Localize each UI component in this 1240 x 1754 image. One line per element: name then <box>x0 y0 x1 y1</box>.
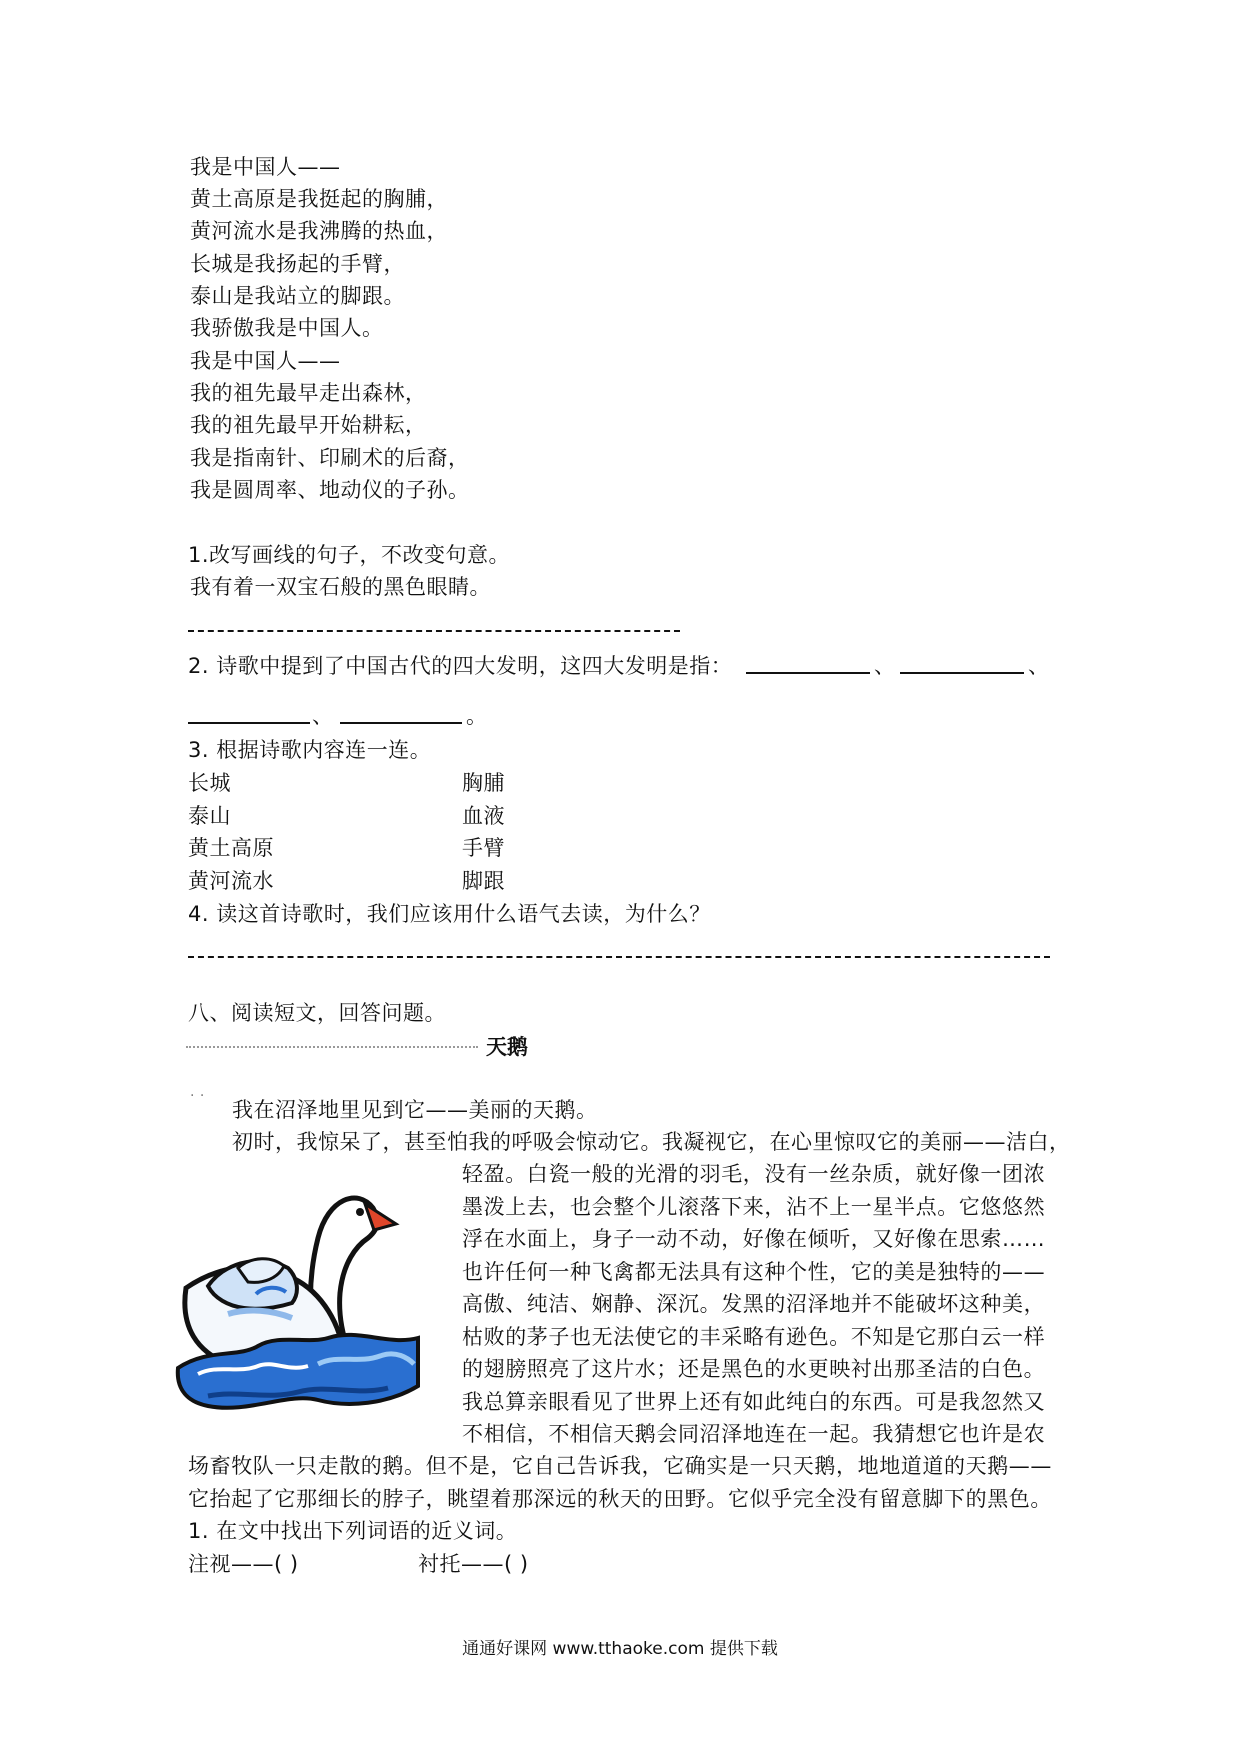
question-1-sentence: 我有着一双宝石般的黑色眼睛。 <box>190 575 491 599</box>
paragraph-line: 枯败的茅子也无法使它的丰采略有逊色。不知是它那白云一样 <box>462 1324 1046 1349</box>
answer-line[interactable] <box>188 956 1050 958</box>
match-left-item[interactable]: 黄土高原 <box>188 836 274 860</box>
period: 。 <box>466 704 488 728</box>
paragraph-line: 我总算亲眼看见了世界上还有如此纯白的东西。可是我忽然又 <box>462 1389 1046 1414</box>
paragraph-line: 场畜牧队一只走散的鹅。但不是，它自己告诉我，它确实是一只天鹅，地地道道的天鹅—— <box>188 1454 1052 1478</box>
poem-line: 长城是我扬起的手臂， <box>190 252 405 276</box>
paragraph-line: 初时，我惊呆了，甚至怕我的呼吸会惊动它。我凝视它，在心里惊叹它的美丽——洁白， <box>232 1130 1071 1154</box>
separator: 、 <box>874 654 896 678</box>
poem-line: 黄河流水是我沸腾的热血， <box>190 219 448 243</box>
paragraph-line: 它抬起了它那细长的脖子，眺望着那深远的秋天的田野。它似乎完全没有留意脚下的黑色。 <box>188 1486 1052 1511</box>
question-1-prompt: 1.改写画线的句子，不改变句意。 <box>188 543 511 567</box>
poem-line: 我是指南针、印刷术的后裔， <box>190 446 470 470</box>
poem-line: 我的祖先最早开始耕耘， <box>190 413 427 437</box>
paragraph-line: 浮在水面上，身子一动不动，好像在倾听，又好像在思索…… <box>462 1227 1046 1251</box>
match-right-item[interactable]: 血液 <box>462 804 505 828</box>
paragraph-full <box>188 1450 1068 1515</box>
poem-line: 黄土高原是我挺起的胸脯， <box>190 187 448 211</box>
section-heading: 八、阅读短文，回答问题。 <box>188 1001 446 1025</box>
synonym-item-1[interactable]: 注视——( ) <box>188 1552 299 1576</box>
swan-illustration <box>168 1168 430 1428</box>
match-right-item[interactable]: 手臂 <box>462 836 505 860</box>
title-leader-dots <box>186 1046 478 1048</box>
answer-blank[interactable] <box>340 722 462 724</box>
answer-blank[interactable] <box>746 672 870 674</box>
poem-line: 我是中国人—— <box>190 349 341 373</box>
poem-line: 泰山是我站立的脚跟。 <box>190 284 405 308</box>
match-left-item[interactable]: 长城 <box>188 771 231 795</box>
poem-line: 我是中国人—— <box>190 155 341 179</box>
poem-line: 我骄傲我是中国人。 <box>190 316 384 340</box>
footer-credit: 通通好课网 www.tthaoke.com 提供下载 <box>462 1639 778 1659</box>
article-title: 天鹅 <box>486 1035 528 1059</box>
wrapped-paragraph <box>462 1158 1062 1451</box>
paragraph-line: 轻盈。白瓷一般的光滑的羽毛，没有一丝杂质，就好像一团浓 <box>462 1162 1046 1186</box>
paragraph-line: 高傲、纯洁、娴静、深沉。发黑的沼泽地并不能破坏这种美， <box>462 1292 1046 1316</box>
paragraph-line: 不相信，不相信天鹅会同沼泽地连在一起。我猜想它也许是农 <box>462 1422 1046 1446</box>
question-2-prompt: 2. 诗歌中提到了中国古代的四大发明，这四大发明是指： <box>188 654 733 678</box>
section-question-1: 1. 在文中找出下列词语的近义词。 <box>188 1519 518 1543</box>
match-right-item[interactable]: 胸脯 <box>462 771 505 795</box>
paragraph-line: 的翅膀照亮了这片水；还是黑色的水更映衬出那圣洁的白色。 <box>462 1357 1046 1381</box>
paragraph-line: 也许任何一种飞禽都无法具有这种个性，它的美是独特的—— <box>462 1259 1046 1284</box>
separator: 、 <box>1028 654 1050 678</box>
paragraph-line: 墨泼上去，也会整个儿滚落下来，沾不上一星半点。它悠悠然 <box>462 1194 1046 1219</box>
match-left-item[interactable]: 黄河流水 <box>188 869 274 893</box>
match-right-item[interactable]: 脚跟 <box>462 869 505 893</box>
separator: 、 <box>312 704 334 728</box>
question-3-prompt: 3. 根据诗歌内容连一连。 <box>188 738 432 762</box>
answer-blank[interactable] <box>900 672 1024 674</box>
poem-line: 我是圆周率、地动仪的子孙。 <box>190 478 470 502</box>
synonym-item-2[interactable]: 衬托——( ) <box>418 1552 529 1576</box>
answer-line[interactable] <box>188 630 680 632</box>
match-left-item[interactable]: 泰山 <box>188 804 231 828</box>
paragraph-line: 我在沼泽地里见到它——美丽的天鹅。 <box>232 1098 598 1122</box>
margin-mark: . . <box>190 1084 205 1100</box>
poem-line: 我的祖先最早走出森林， <box>190 381 427 405</box>
question-4-prompt: 4. 读这首诗歌时，我们应该用什么语气去读，为什么？ <box>188 902 711 926</box>
answer-blank[interactable] <box>188 722 310 724</box>
